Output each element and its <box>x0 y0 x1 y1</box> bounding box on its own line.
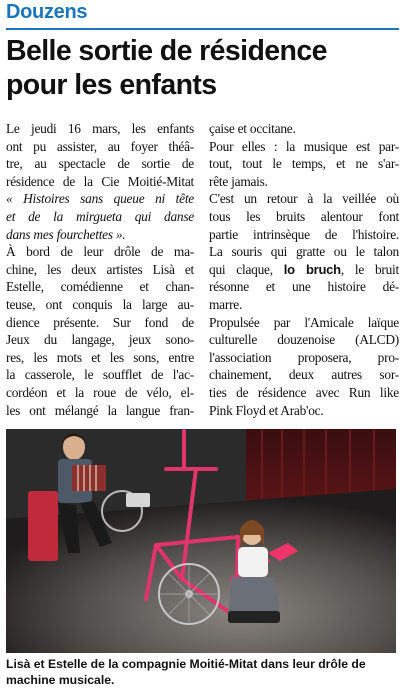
body-line: les ont mélangé la langue fran- <box>6 402 194 418</box>
headline-line: Belle sortie de résidence <box>6 35 327 67</box>
photo-caption <box>6 656 402 688</box>
performer-shoes <box>228 611 280 623</box>
body-line: résonne et une histoire dé- <box>209 279 399 295</box>
body-line: culturelle douzenoise (ALCD) <box>209 332 399 348</box>
body-line: l'association proposera, pro- <box>209 349 399 365</box>
body-line: chainement, deux autres sor- <box>209 367 399 383</box>
red-chair <box>28 491 58 561</box>
body-line: cordéon et la roue de vélo, el- <box>6 384 194 400</box>
article-photo <box>6 429 396 653</box>
article-column-right <box>209 120 399 419</box>
body-line: Jeux du langage, jeux sono- <box>6 332 194 348</box>
body-line: Le jeudi 16 mars, les enfants <box>6 121 194 136</box>
body-line-bruch: qui claque, lo bruch, le bruit <box>209 261 400 277</box>
body-line: tous les bruits alentour font <box>209 208 399 224</box>
article-headline <box>6 34 401 102</box>
saucepan <box>126 493 150 507</box>
body-line: Pink Floyd et Arab'oc. <box>209 402 324 418</box>
body-line: résidence de la Cie Moitié-Mitat <box>6 173 194 189</box>
stage-photo-illustration <box>6 429 396 653</box>
headline-line: pour les enfants <box>6 69 217 101</box>
wheel-spokes <box>159 564 219 624</box>
caption-line: machine musicale. <box>6 673 115 687</box>
body-line: La souris qui gratte ou le talon <box>209 244 399 260</box>
caption-line: Lisà et Estelle de la compagnie Moitié-Mitat dans leur drôle de <box>6 657 366 671</box>
performer-shirt <box>238 547 268 577</box>
body-line: Estelle, comédienne et chan- <box>6 279 194 295</box>
show-title-line: dans mes fourchettes ». <box>6 226 126 242</box>
body-line: la casserole, le soufflet de l'ac- <box>6 367 194 383</box>
body-line: çaise et occitane. <box>209 121 296 136</box>
show-title-line: « Histoires sans queue ni tête <box>6 191 194 207</box>
article-column-left <box>6 120 194 419</box>
body-line: C'est un retour à la veillée où <box>209 191 399 207</box>
body-line: rête jamais. <box>209 173 268 189</box>
body-line: Propulsée par l'Amicale laïque <box>209 314 399 330</box>
body-line: tre, au spectacle de sortie de <box>6 156 194 172</box>
body-line: dience présente. Sur fond de <box>6 314 194 330</box>
body-line: partie intrinsèque de l'histoire. <box>209 226 399 242</box>
body-line: res, les mots et les sons, entre <box>6 349 194 365</box>
body-line: chine, les deux artistes Lisà et <box>6 261 194 277</box>
accordion <box>72 465 106 491</box>
body-line: marre. <box>209 296 243 312</box>
body-line: Pour elles : la musique est par- <box>209 138 399 154</box>
performer-trousers <box>228 577 280 615</box>
section-kicker: Douzens <box>6 1 88 23</box>
show-title-line: et de la mirgueta qui danse <box>6 208 194 224</box>
body-line: ties de résidence avec Run like <box>209 384 399 400</box>
body-line: tout, tout le temps, et ne s'ar- <box>209 156 399 172</box>
body-line: À bord de leur drôle de ma- <box>6 244 194 260</box>
body-line: teuse, ont conquis la large au- <box>6 296 194 312</box>
kicker-rule <box>6 28 399 30</box>
body-line: ont pu assister, au foyer théâ- <box>6 138 194 154</box>
occitan-term: lo bruch <box>283 261 341 277</box>
